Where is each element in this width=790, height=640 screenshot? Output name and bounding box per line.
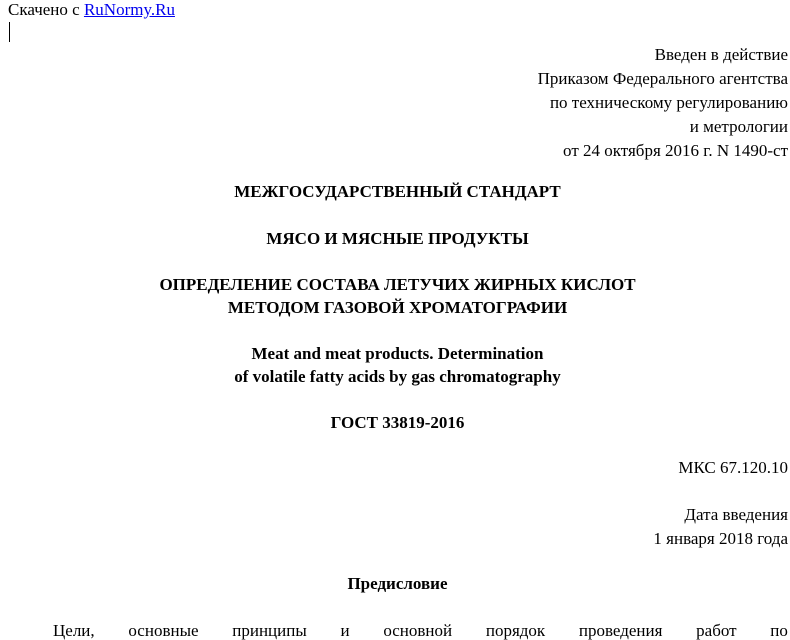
english-title (0, 342, 790, 388)
paragraph-word: работ (696, 621, 737, 640)
text-cursor (9, 22, 10, 42)
paragraph-word: Цели, (53, 621, 95, 640)
interstate-standard-heading: МЕЖГОСУДАРСТВЕННЫЙ СТАНДАРТ (234, 182, 561, 201)
enactment-line: и метрологии (689, 117, 788, 136)
runormy-link[interactable]: RuNormy.Ru (83, 0, 175, 19)
enactment-line: Приказом Федерального агентства (537, 69, 788, 88)
introduction-date-label: Дата введения (684, 505, 788, 524)
foreword-heading: Предисловие (347, 574, 448, 593)
paragraph-word: основной (383, 621, 453, 640)
gost-number: ГОСТ 33819-2016 (330, 413, 465, 432)
enactment-line: Введен в действие (654, 45, 788, 64)
meat-products-heading: МЯСО И МЯСНЫЕ ПРОДУКТЫ (266, 229, 529, 248)
paragraph-word: порядок (485, 621, 546, 640)
english-title-line: Meat and meat products. Determination (251, 344, 544, 363)
introduction-date-value: 1 января 2018 года (653, 529, 788, 548)
enactment-line: от 24 октября 2016 г. N 1490-ст (563, 141, 788, 160)
method-heading (0, 273, 790, 319)
paragraph-word: проведения (578, 621, 663, 640)
method-heading-line: МЕТОДОМ ГАЗОВОЙ ХРОМАТОГРАФИИ (227, 298, 568, 317)
paragraph-word: и (340, 621, 350, 640)
mks-code: МКС 67.120.10 (678, 458, 788, 477)
source-line (8, 0, 175, 20)
enactment-block (538, 43, 788, 163)
enactment-line: по техническому регулированию (549, 93, 788, 112)
source-prefix: Скачено с (8, 0, 80, 19)
foreword-paragraph (53, 619, 788, 640)
introduction-date-block (653, 503, 788, 551)
english-title-line: of volatile fatty acids by gas chromatography (234, 367, 561, 386)
paragraph-word: основные (128, 621, 199, 640)
method-heading-line: ОПРЕДЕЛЕНИЕ СОСТАВА ЛЕТУЧИХ ЖИРНЫХ КИСЛОТ (159, 275, 636, 294)
paragraph-word: принципы (232, 621, 307, 640)
paragraph-word: по (770, 621, 788, 640)
